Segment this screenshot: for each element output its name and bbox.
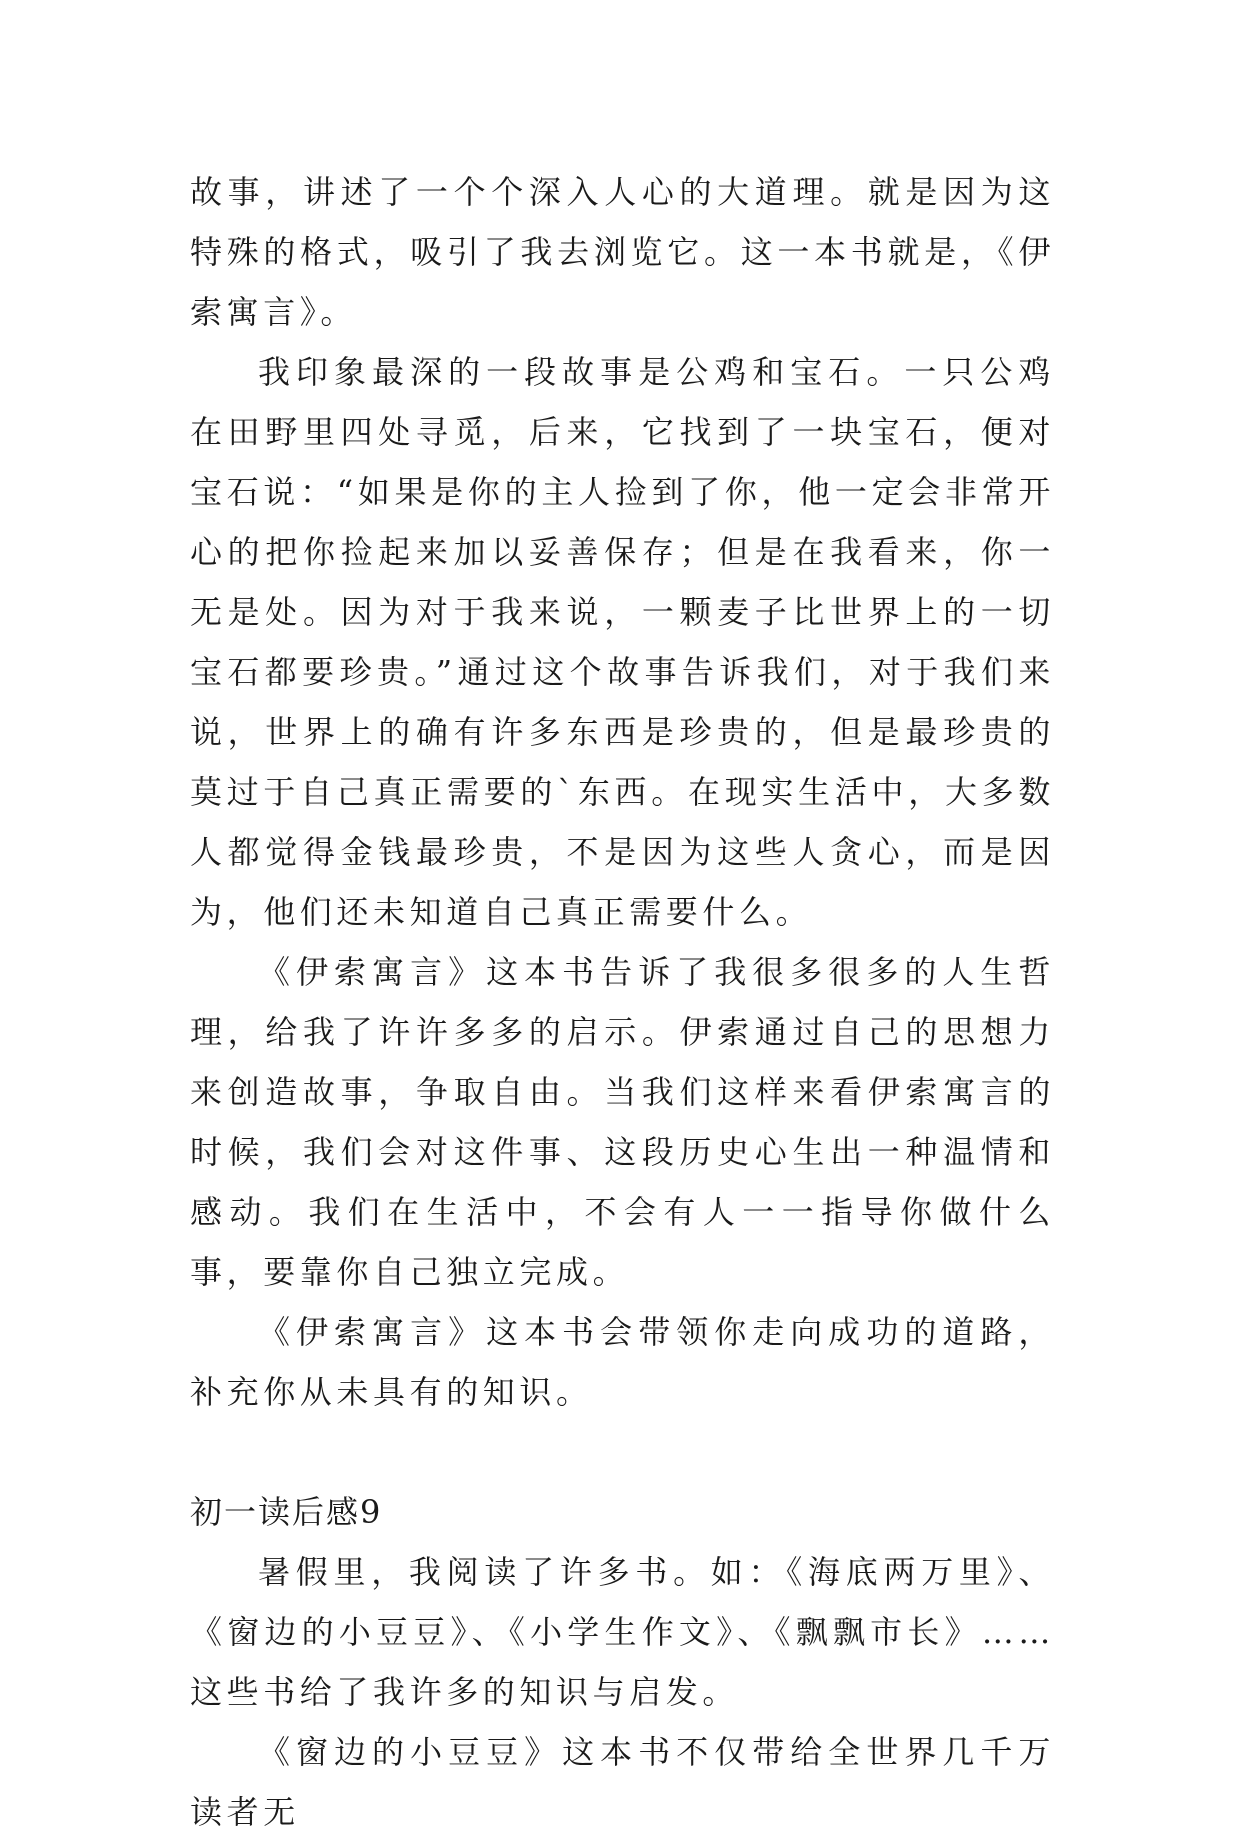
section-spacer [190, 1422, 1055, 1482]
paragraph: 我印象最深的一段故事是公鸡和宝石。一只公鸡在田野里四处寻觅，后来，它找到了一块宝石，便对宝石说：“如果是你的主人捡到了你，他一定会非常开心的把你捡起来加以妥善保存；但是在我看来，你一无是处。因为对于我来说，一颗麦子比世界上的一切宝石都要珍贵。”通过这个故事告诉我们，对于我们来说，世界上的确有许多东西是珍贵的，但是最珍贵的莫过于自己真正需要的`东西。在现实生活中，大多数人都觉得金钱最珍贵，不是因为这些人贪心，而是因为，他们还未知道自己真正需要什么。 [190, 353, 1055, 931]
document-body [190, 162, 1055, 1842]
section-heading: 初一读后感9 [190, 1493, 383, 1531]
paragraph: 《窗边的小豆豆》这本书不仅带给全世界几千万读者无 [190, 1733, 1055, 1831]
paragraph: 故事，讲述了一个个深入人心的大道理。就是因为这特殊的格式，吸引了我去浏览它。这一本书就是，《伊索寓言》。 [190, 173, 1055, 331]
paragraph: 《伊索寓言》这本书告诉了我很多很多的人生哲理，给我了许许多多的启示。伊索通过自己的思想力来创造故事，争取自由。当我们这样来看伊索寓言的时候，我们会对这件事、这段历史心生出一种温情和感动。我们在生活中，不会有人一一指导你做什么事，要靠你自己独立完成。 [190, 953, 1055, 1291]
paragraph: 《伊索寓言》这本书会带领你走向成功的道路，补充你从未具有的知识。 [190, 1313, 1055, 1411]
paragraph: 暑假里，我阅读了许多书。如：《海底两万里》、《窗边的小豆豆》、《小学生作文》、《飘飘市长》……这些书给了我许多的知识与启发。 [190, 1553, 1055, 1711]
